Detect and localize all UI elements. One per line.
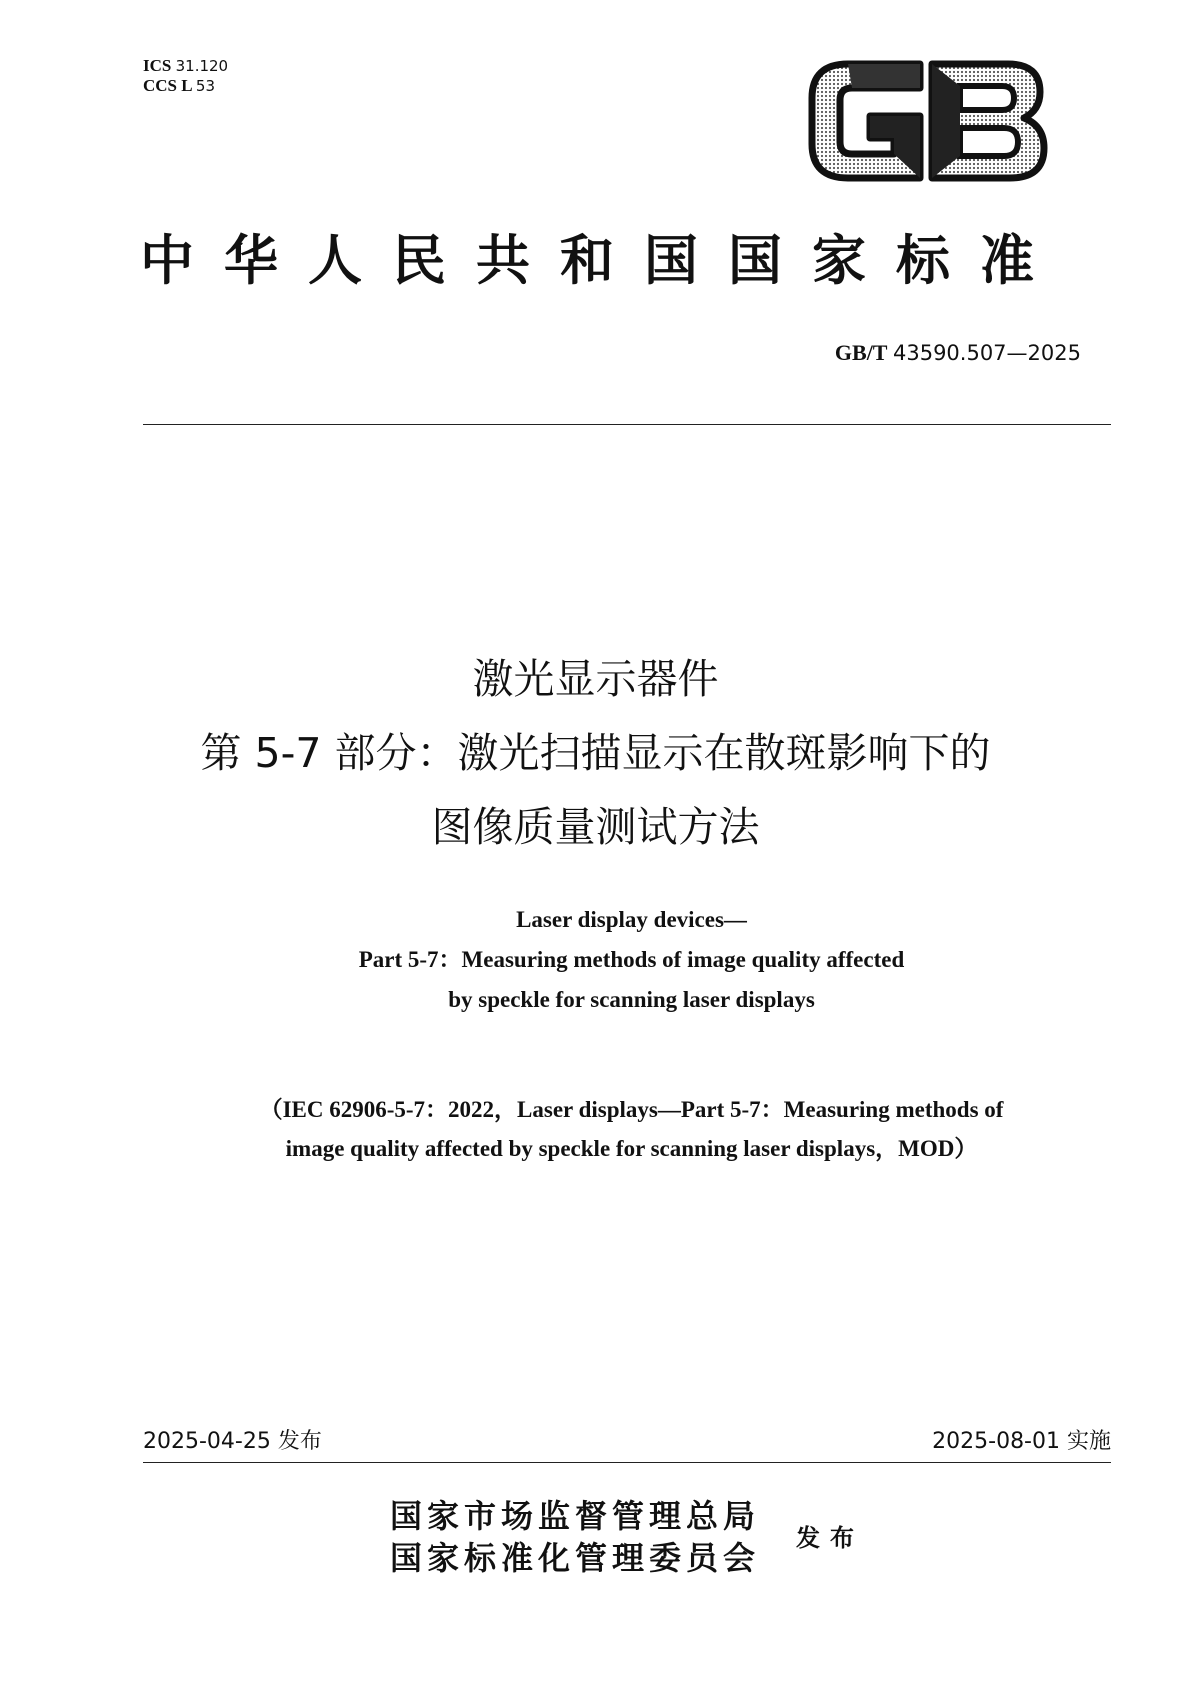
ics-code xyxy=(143,56,228,76)
classification-codes xyxy=(143,56,228,96)
title-cn-line-2: 第 5-7 部分：激光扫描显示在散斑影响下的 xyxy=(200,729,991,777)
top-divider xyxy=(143,424,1111,425)
title-en-line-3: by speckle for scanning laser displays xyxy=(448,987,815,1012)
title-cn-line-1: 激光显示器件 xyxy=(472,655,719,703)
logo-letter-g xyxy=(812,64,920,178)
ics-label: ICS xyxy=(143,56,172,75)
implementation-date: 2025-08-01 实施 xyxy=(932,1429,1111,1454)
iec-reference-line-2: image quality affected by speckle for scanning laser displays，MOD） xyxy=(285,1136,978,1161)
ccs-label: CCS xyxy=(143,76,178,95)
ccs-code xyxy=(143,76,228,96)
issuer-sac: 国家标准化管理委员会 xyxy=(390,1539,761,1577)
ccs-prefix: L xyxy=(181,76,192,95)
standard-number-value: 43590.507—2025 xyxy=(892,341,1081,365)
title-en-line-2: Part 5-7：Measuring methods of image quality affected xyxy=(358,947,905,972)
logo-letter-b xyxy=(932,64,1044,178)
logo-text: GB xyxy=(808,58,810,59)
issuing-authorities xyxy=(390,1495,760,1579)
issue-action: 发布 xyxy=(796,1523,864,1552)
iec-reference-line-1: （IEC 62906-5-7：2022，Laser displays—Part 5-7：Measuring methods of xyxy=(259,1097,1004,1122)
national-standard-heading: 中华人民共和国国家标准 xyxy=(140,228,1064,292)
issuer-samr: 国家市场监督管理总局 xyxy=(390,1497,761,1535)
issue-date: 2025-04-25 发布 xyxy=(143,1429,322,1454)
standard-number xyxy=(835,340,1081,366)
ics-value: 31.120 xyxy=(175,57,229,75)
title-en-line-1: Laser display devices— xyxy=(516,907,747,932)
ccs-value: 53 xyxy=(195,77,216,95)
bottom-divider xyxy=(143,1462,1111,1463)
gb-logo xyxy=(808,58,1048,183)
standard-number-prefix: GB/T xyxy=(834,340,888,365)
title-cn-line-3: 图像质量测试方法 xyxy=(431,803,760,851)
